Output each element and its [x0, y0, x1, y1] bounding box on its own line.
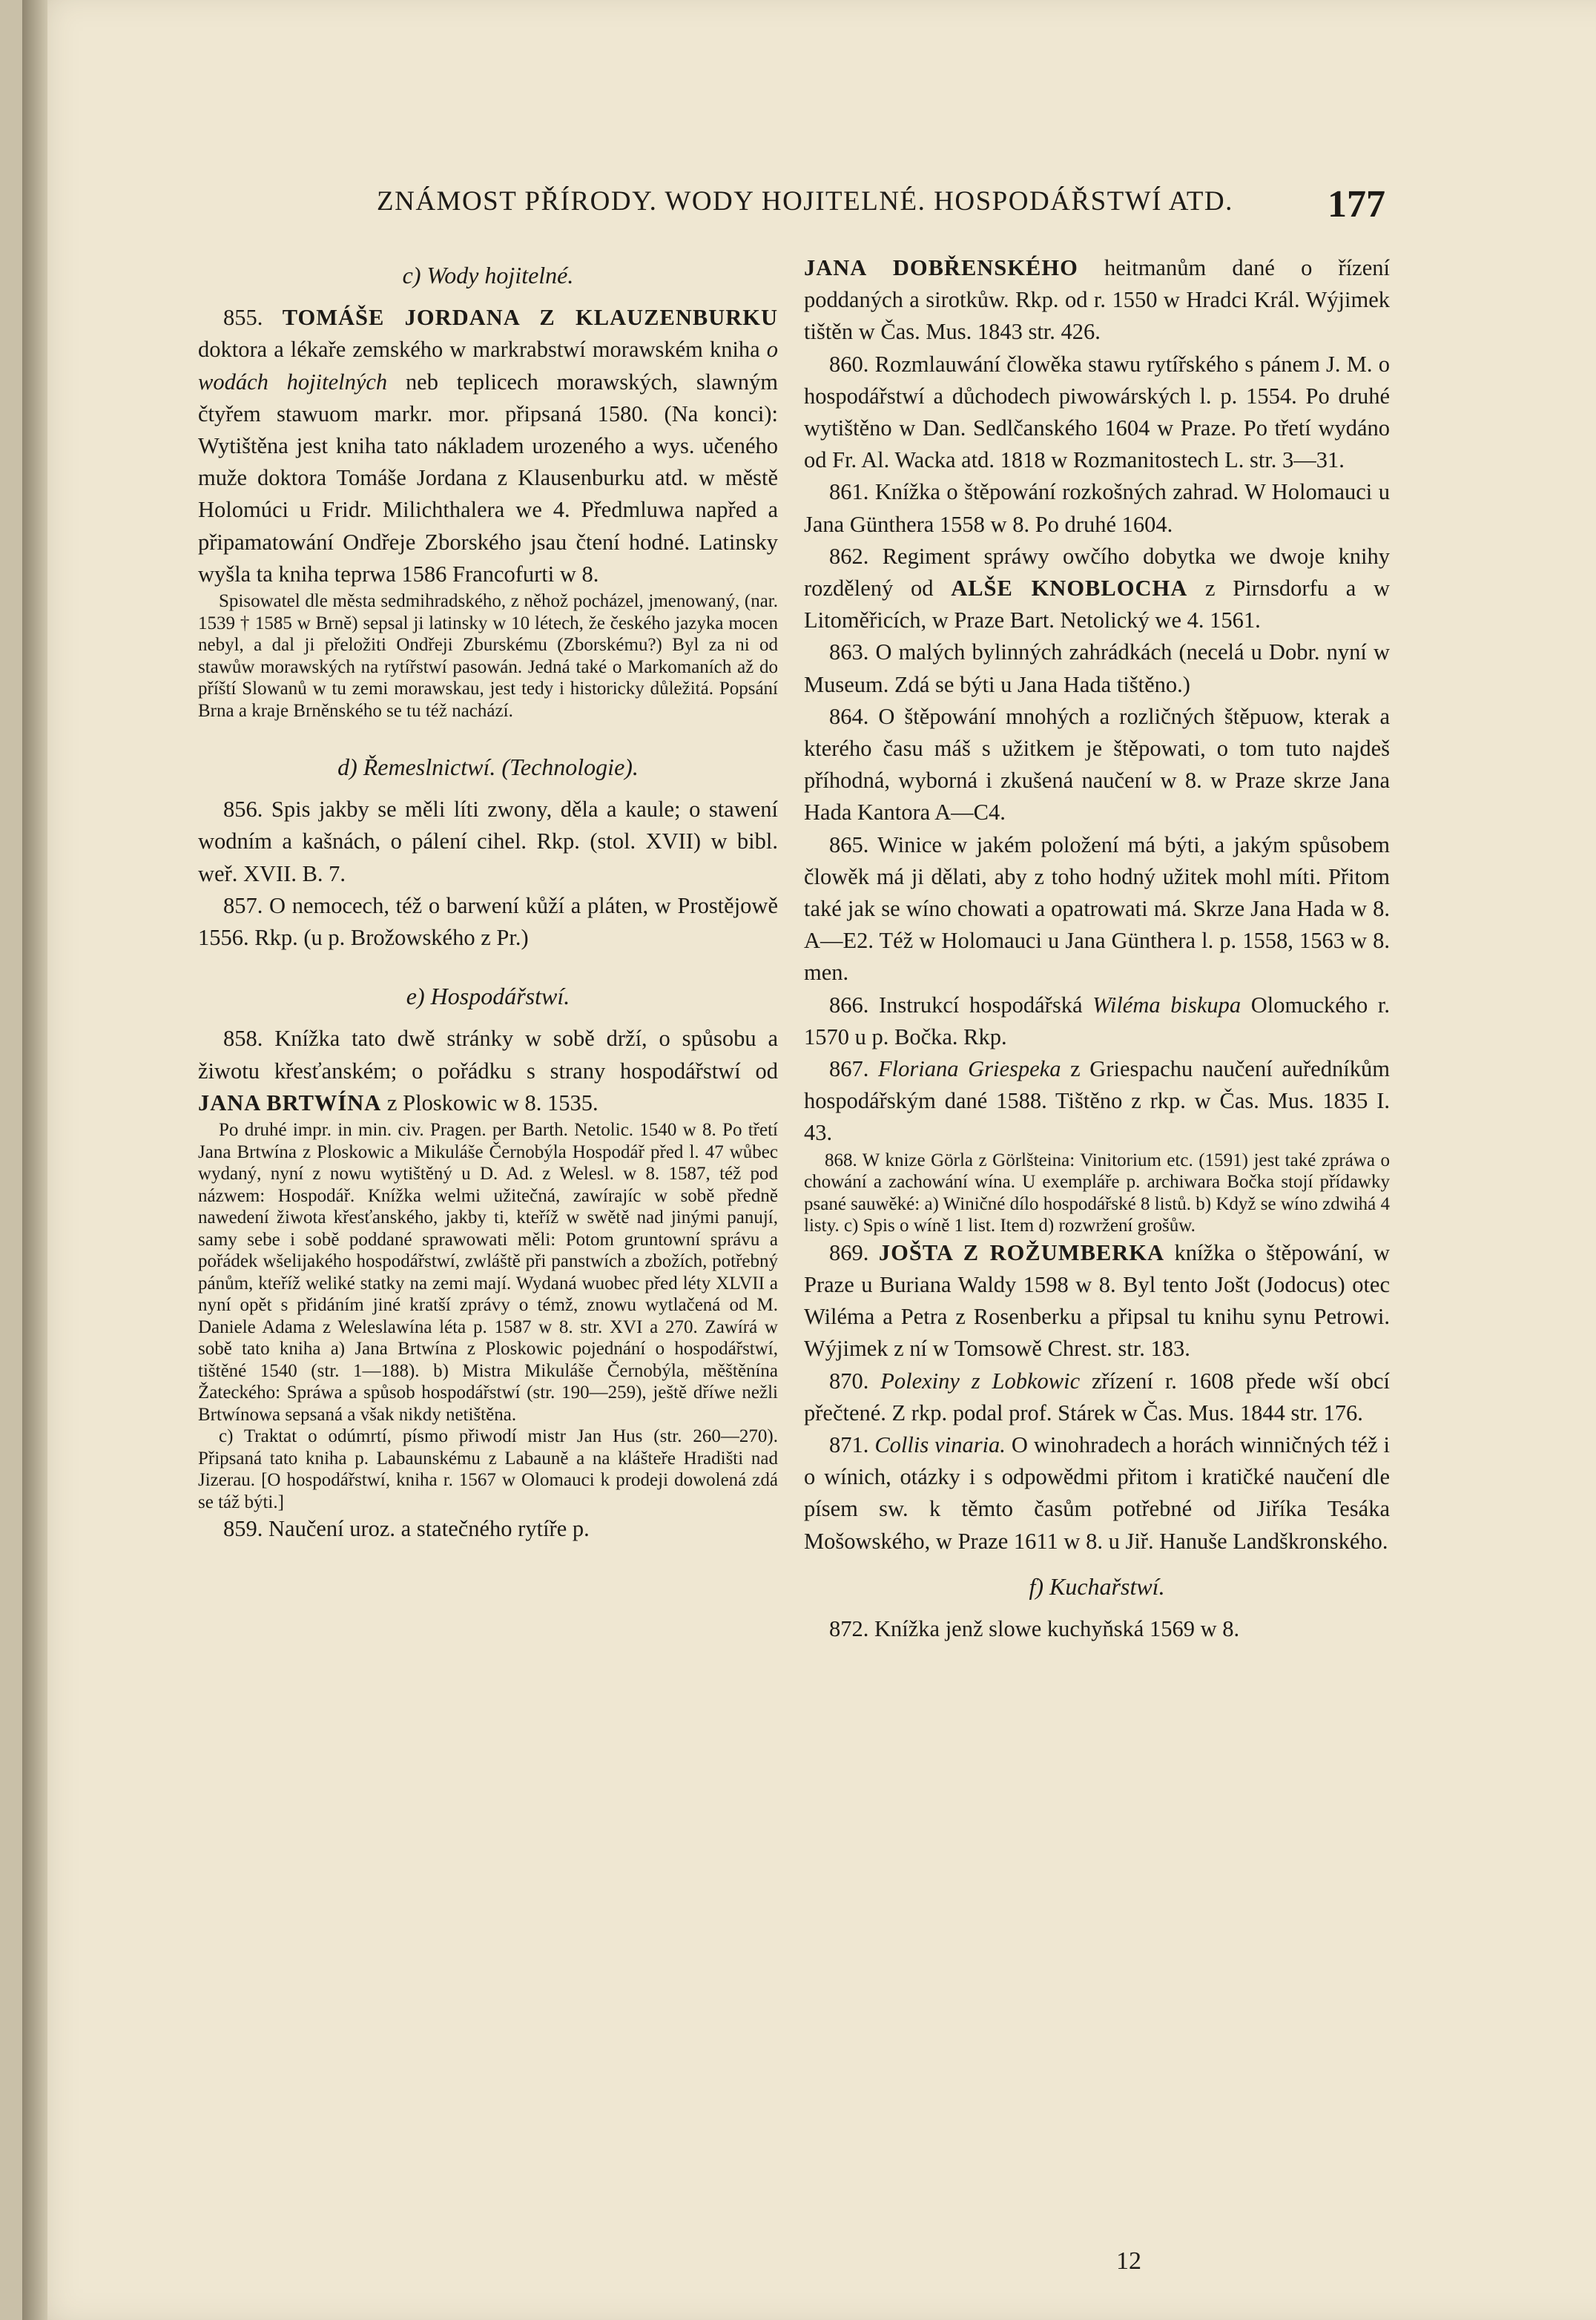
entry-862: 862. Regiment spráwy owčího dobytka we dwoje knihy rozdělený od ALŠE KNOBLOCHA z Pirnsdorfu a w Litoměřicích, w Praze Bart. Netolický we 4. 1561.: [804, 543, 1390, 633]
signature-mark: 12: [1116, 2247, 1141, 2275]
left-column: [198, 252, 778, 1545]
entry-858: 858. Knížka tato dwě stránky w sobě drží, o spůsobu a žiwotu křesťanském; o pořádku s strany hospodářstwí od JANA BRTWÍNA z Ploskowic w 8. 1535.: [198, 1026, 778, 1115]
section-heading-c: c) Wody hojitelné.: [402, 262, 574, 289]
entry-859-cont: JANA DOBŘENSKÉHO heitmanům dané o řízení poddaných a sirotkůw. Rkp. od r. 1550 w Hradci Král. Wýjimek tištěn w Čas. Mus. 1843 str. 426.: [804, 255, 1390, 345]
entry-855: 855. TOMÁŠE JORDANA Z KLAUZENBURKU doktora a lékaře zemského w markrabstwí morawském kniha o wodách hojitelných neb teplicech morawských, slawným čtyřem stawuom markr. mor. připsaná 1580. (Na konci): Wytištěna jest kniha tato nákladem urozeného a wys. učeného muže doktora Tomáše Jordana z Klausenburku atd. w městě Holomúci u Fridr. Milichthalera we 4. Předmluwa napřed a připamatowání Ondřeje Zborského jsau čtení hodné. Latinsky wyšla ta kniha teprwa 1586 Francofurti w 8.: [198, 305, 778, 587]
entry-871: 871. Collis vinaria. O winohradech a horách winničných též i o wínich, otázky i s odpowědmi přitom i kratičké naučení dle písem sw. k těmto časům potřebné od Jiříka Tesáka Mošowského, w Praze 1611 w 8. u Jiř. Hanuše Landškronského.: [804, 1431, 1391, 1554]
section-heading-f: f) Kuchařstwí.: [1029, 1572, 1165, 1600]
entry-859: 859. Naučení uroz. a statečného rytíře p.: [223, 1516, 590, 1542]
note-858-b: c) Traktat o odúmrtí, písmo přiwodí mistr Jan Hus (str. 260—270). Připsaná tato kniha p. Labaunskému z Labauně a na klášteře Hradišti nad Jizerau. [O hospodářstwí, kniha r. 1567 w Olomauci k prodeji dowolená zdá se táž býti.]: [198, 1426, 778, 1512]
entry-870: 870. Polexiny z Lobkowic zřízení r. 1608 přede wší obcí přečtené. Z rkp. podal prof. Stárek w Čas. Mus. 1844 str. 176.: [804, 1368, 1390, 1426]
note-855: Spisowatel dle města sedmihradského, z něhož pocházel, jmenowaný, (nar. 1539 † 1585 w Brně) sepsal ji latinsky w 10 létech, že českého jazyka mocen nebyl, a dal ji přeložiti Ondřeji Zburskému (Zborskému?) Byl za ni od stawůw morawských na rytířstwí pasowán. Jedná také o Markomaních až do příští Slowanů w tu zemi morawskau, jest tedy i historicky důležitá. Popsání Brna a kraje Brněnského se tu též nachází.: [198, 591, 778, 721]
entry-856: 856. Spis jakby se měli líti zwony, děla a kaule; o stawení wodním a kašnách, o pálení cihel. Rkp. (stol. XVII) w bibl. weř. XVII. B. 7.: [198, 797, 778, 886]
entry-866: 866. Instrukcí hospodářská Wiléma biskupa Olomuckého r. 1570 u p. Bočka. Rkp.: [804, 992, 1390, 1049]
entry-869: 869. JOŠTA Z ROŽUMBERKA knížka o štěpowání, w Praze u Buriana Waldy 1598 w 8. Byl tento Jošt (Jodocus) otec Wiléma a Petra z Rosenberku a připsal tu knihu synu Petrowi. Wýjimek z ní w Tomsowě Chrest. str. 183.: [804, 1239, 1390, 1362]
section-heading-e: e) Hospodářstwí.: [406, 983, 570, 1010]
entry-868: 868. W knize Görla z Görlšteina: Vinitorium etc. (1591) jest také zpráwa o chowání a zachowání wína. U exempláře p. archiwara Bočka stojí přídawky psané sauwěké: a) Winičné dílo hospodářské 8 listů. b) Když se wíno zdwihá 4 listy. c) Spis o wíně 1 list. Item d) rozwržení grošůw.: [804, 1150, 1391, 1236]
entry-867: 867. Floriana Griespeka z Griespachu naučení auředníkům hospodářským dané 1588. Tištěno z rkp. w Čas. Mus. 1835 I. 43.: [804, 1056, 1390, 1146]
entry-863: 863. O malých bylinných zahrádkách (necelá u Dobr. nyní w Museum. Zdá se býti u Jana Hada tištěno.): [804, 639, 1390, 697]
entry-861: 861. Knížka o štěpowání rozkošných zahrad. W Holomauci u Jana Günthera 1558 w 8. Po druhé 1604.: [804, 479, 1390, 537]
entry-872: 872. Knížka jenž slowe kuchyňská 1569 w 8.: [829, 1615, 1240, 1641]
running-head: ZNÁMOST PŘÍRODY. WODY HOJITELNÉ. HOSPODÁŘSTWÍ ATD.: [377, 186, 1233, 217]
right-column: [804, 252, 1390, 1645]
entry-865: 865. Winice w jakém položení má býti, a jakým spůsobem člowěk má ji dělati, aby z toho hodný užitek mohl míti. Přitom také jak se wíno chowati a opatrowati má. Skrze Jana Hada w 8. A—E2. Též w Holomauci u Jana Günthera l. p. 1558, 1563 w 8. men.: [804, 831, 1390, 986]
note-858-a: Po druhé impr. in min. civ. Pragen. per Barth. Netolic. 1540 w 8. Po třetí Jana Brtwína z Ploskowic a Mikuláše Černobýla Hospodář před l. 47 wůbec wydaný, nyní z nowu wytištěný u D. Ad. z Welesl. w 8. 1587, též pod názwem: Hospodář. Knížka welmi užitečná, zawírajíc w sobě předně nawedení žiwota křesťanského, jakby ti, kteříž w swětě nad jinými panují, samy sebe i sobě poddané sprawowati měli: Potom gruntowní správu a pořádek wšelijakého hospodářstwí, zwláště při panstwích a zbožích, potřebný pánům, kteříž weliké statky na zemi mají. Wydaná wuobec před léty XLVII a nyní opět s přidáním jiné kratší zprávy o témž, znowu wytlačená od M. Daniele Adama z Weleslawína léta p. 1587 w 8. str. XVI a 270. Zawírá w sobě tato kniha a) Jana Brtwína z Ploskowic pojednání o hospodářstwí, tištěné 1540 (str. 1—188). b) Mistra Mikuláše Černobýla, měštěnína Žateckého: Spráwa a spůsob hospodářstwí (str. 190—259), ještě dříwe nežli Brtwínowa sepsaná a však nikdy netištěna.: [198, 1120, 778, 1425]
entry-857: 857. O nemocech, též o barwení kůží a pláten, w Prostějowě 1556. Rkp. (u p. Brožowského z Pr.): [198, 892, 778, 951]
section-heading-d: d) Řemeslnictwí. (Technologie).: [337, 754, 639, 781]
page-number: 177: [1328, 183, 1385, 225]
book-gutter: [22, 0, 47, 2320]
entry-864: 864. O štěpowání mnohých a rozličných štěpuow, kterak a kterého času máš s užitkem je štěpowati, o tom tuto najdeš příhodná, wyborná i zkušená naučení w 8. w Praze skrze Jana Hada Kantora A—C4.: [804, 703, 1390, 825]
entry-860: 860. Rozmlauwání člowěka stawu rytířského s pánem J. M. o hospodářstwí a důchodech piwowárských l. p. 1554. Po druhé wytištěno w Dan. Sedlčanského 1604 w Praze. Po třetí wydáno od Fr. Al. Wacka atd. 1818 w Rozmanitostech L. str. 3—31.: [804, 351, 1390, 473]
page-header: [0, 182, 1596, 227]
